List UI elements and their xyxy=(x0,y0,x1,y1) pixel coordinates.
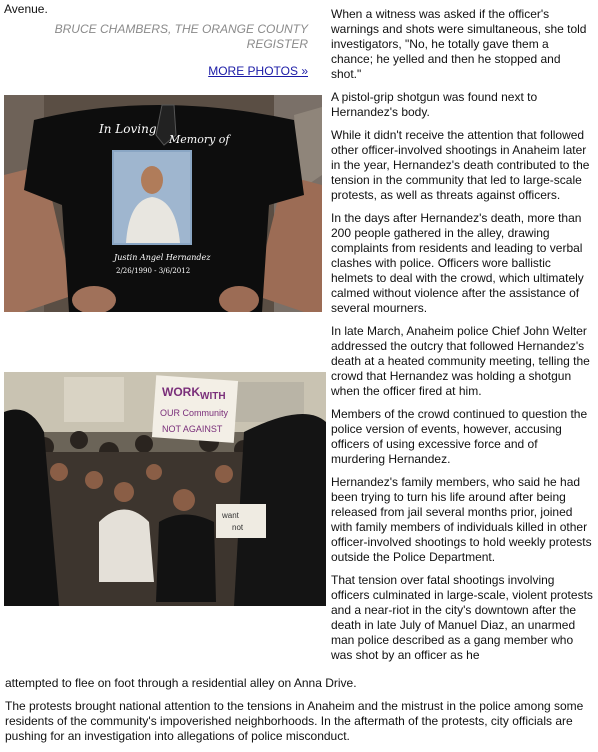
memorial-shirt-photo xyxy=(4,95,322,312)
paragraph: That tension over fatal shootings involving officers culminated in large-scale, violent protests and a near-riot in the city's downtown after the death in late July of Manuel Diaz, an unarmed man police described as a gang member who was shot by an officer as he xyxy=(331,573,593,662)
sign-small-2: not xyxy=(232,523,244,532)
shirt-script-1: In Loving xyxy=(99,122,157,136)
community-meeting-photo xyxy=(4,372,326,606)
paragraph: Hernandez's family members, who said he had been trying to turn his life around after being released from jail several months prior, joined with family members of individuals killed in other officer-involved shootings to hold weekly protests outside the Police Department. xyxy=(331,475,592,564)
sign-text-2: WITH xyxy=(200,391,226,402)
paragraph: The protests brought national attention to the tensions in Anaheim and the mistrust in the police among some residents of the community's impoverished neighborhoods. In the aftermath of the protests, city officials are pushing for an investigation into allegations of police misconduct. xyxy=(5,699,584,743)
paragraph-continuation: attempted to flee on foot through a residential alley on Anna Drive. xyxy=(5,676,357,690)
paragraph: While it didn't receive the attention that followed other officer-involved shootings in Anaheim later in the year, Hernandez's death contributed to the tension in the community that led to large-scale protests, as well as threats against officers. xyxy=(331,128,590,202)
sign-text-3: OUR Community xyxy=(160,408,229,418)
sign-text-4: NOT AGAINST xyxy=(162,424,223,434)
credit-line-2: REGISTER xyxy=(246,37,308,51)
paragraph: When a witness was asked if the officer's warnings and shots were simultaneous, she told investigators, "No, he totally gave them a chance; he yelled and then he stopped and shot." xyxy=(331,7,587,81)
paragraph: A pistol-grip shotgun was found next to Hernandez's body. xyxy=(331,90,538,119)
paragraph: Members of the crowd continued to question the police version of events, however, accusing officers of using excessive force and of murdering Hernandez. xyxy=(331,407,588,466)
article-full-width xyxy=(5,676,595,752)
paragraph: In the days after Hernandez's death, more than 200 people gathered in the alley, drawing complaints from residents and leading to verbal clashes with police. Officers wore ballistic helmets to deal with the crowd, which ultimately calmed without violence after the assistance of several mourners. xyxy=(331,211,584,315)
paragraph: In late March, Anaheim police Chief John Welter addressed the outcry that followed Hernandez's death at a heated community meeting, telling the crowd that Hernandez was holding a shotgun when the officer fired at him. xyxy=(331,324,590,398)
photo-credit xyxy=(48,22,308,52)
sign-small-1: want xyxy=(222,511,239,520)
article-right-column xyxy=(331,7,593,671)
caption-fragment: Avenue. xyxy=(4,2,48,16)
more-photos-link[interactable]: MORE PHOTOS » xyxy=(208,64,308,78)
shirt-dates: 2/26/1990 - 3/6/2012 xyxy=(116,267,191,275)
credit-line-1: BRUCE CHAMBERS, THE ORANGE COUNTY xyxy=(54,22,308,36)
shirt-script-2: Memory of xyxy=(169,133,230,146)
sign-text-1: WORK xyxy=(162,385,200,399)
shirt-name: Justin Angel Hernandez xyxy=(114,253,211,262)
